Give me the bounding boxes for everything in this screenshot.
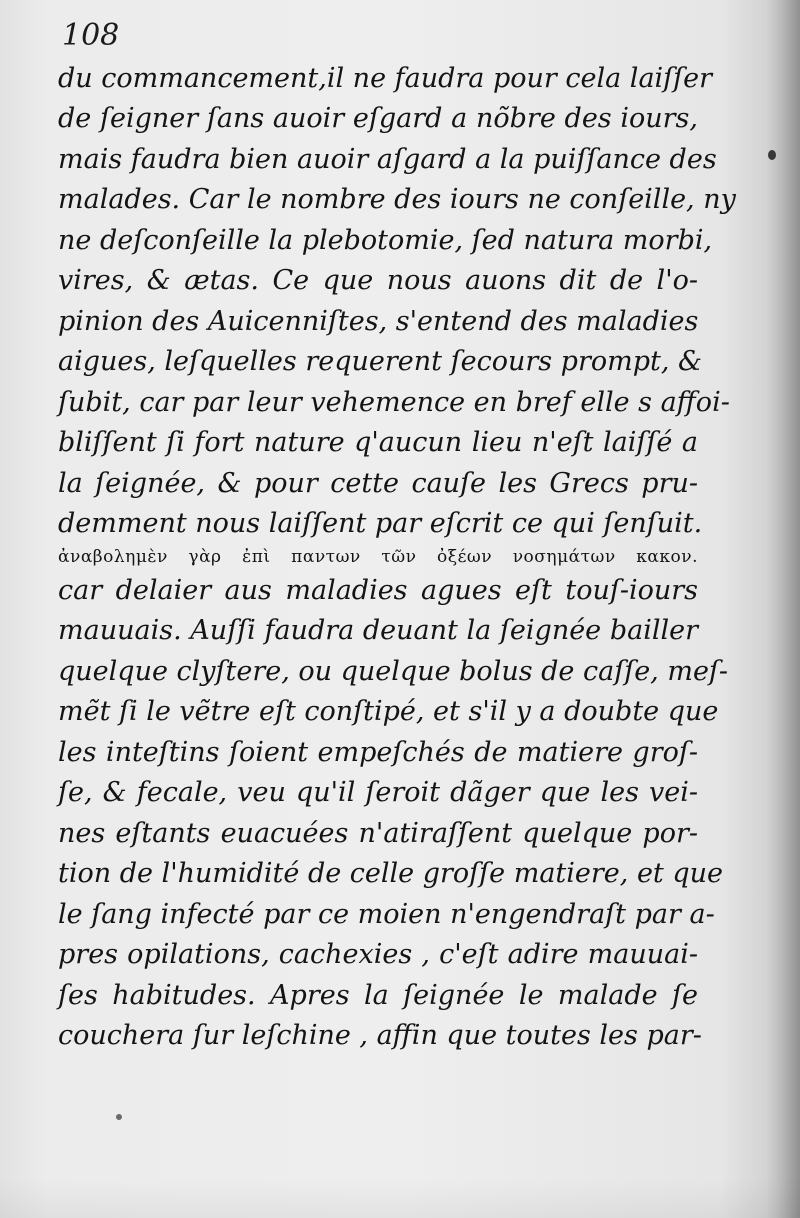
text-line: malades. Car le nombre des iours ne conſeille, ny [58, 184, 736, 215]
paper-speck [116, 1114, 122, 1120]
text-line: mauuais. Auſſi faudra deuant la ſeignée bailler [58, 615, 698, 646]
text-line: les inteſtins ſoient empeſchés de matiere groſ- [58, 737, 698, 768]
text-line: couchera ſur leſchine , affin que toutes les par- [58, 1020, 702, 1051]
text-line: du commancement,il ne faudra pour cela laiſſer [58, 63, 713, 94]
text-line: demment nous laiſſent par eſcrit ce qui ſenſuit. [58, 508, 703, 539]
text-line: pres opilations, cachexies , c'eſt adire mauuai- [58, 939, 698, 970]
text-line: le ſang infecté par ce moien n'engendraſt par a- [58, 899, 715, 930]
text-line: car delaier aus maladies agues eſt touſ-iours [58, 575, 698, 606]
greek-quotation-line: ἀναβολημὲν γὰρ ἐπὶ παντων τῶν ὀξέων νοσημάτων κακον. [58, 547, 698, 567]
text-line: de ſeigner ſans auoir eſgard a nõbre des iours, [58, 103, 698, 134]
text-line: bliſſent ſi fort nature q'aucun lieu n'eſt laiſſé a [58, 427, 698, 458]
text-line: aigues, leſquelles requerent ſecours prompt, & [58, 346, 703, 377]
text-line: ſubit, car par leur vehemence en bref elle s affoi- [58, 387, 730, 418]
text-line: ne deſconſeille la plebotomie, ſed natura morbi, [58, 225, 713, 256]
text-line: nes eſtants euacuées n'atiraſſent quelque por- [58, 818, 698, 849]
text-line: vires, & ætas. Ce que nous auons dit de l'o- [58, 265, 698, 296]
text-line: ſe, & fecale, veu qu'il ſeroit dãger que les vei- [58, 777, 698, 808]
page-bottom-shade [0, 1178, 800, 1218]
text-line: mẽt ſi le vẽtre eſt conſtipé, et s'il y a doubte que [58, 696, 719, 727]
text-line: tion de l'humidité de celle groſſe matiere, et que [58, 858, 724, 889]
page-number: 108 [62, 18, 120, 53]
text-line: la ſeignée, & pour cette cauſe les Grecs pru- [58, 468, 698, 499]
text-line: ſes habitudes. Apres la ſeignée le malade ſe [58, 980, 698, 1011]
text-line: quelque clyſtere, ou quelque bolus de caſſe, meſ- [58, 656, 729, 687]
text-line: pinion des Auicenniſtes, s'entend des maladies [58, 306, 699, 337]
text-line: mais faudra bien auoir aſgard a la puiſſance des [58, 144, 717, 175]
page-edge-shadow [766, 0, 800, 1218]
